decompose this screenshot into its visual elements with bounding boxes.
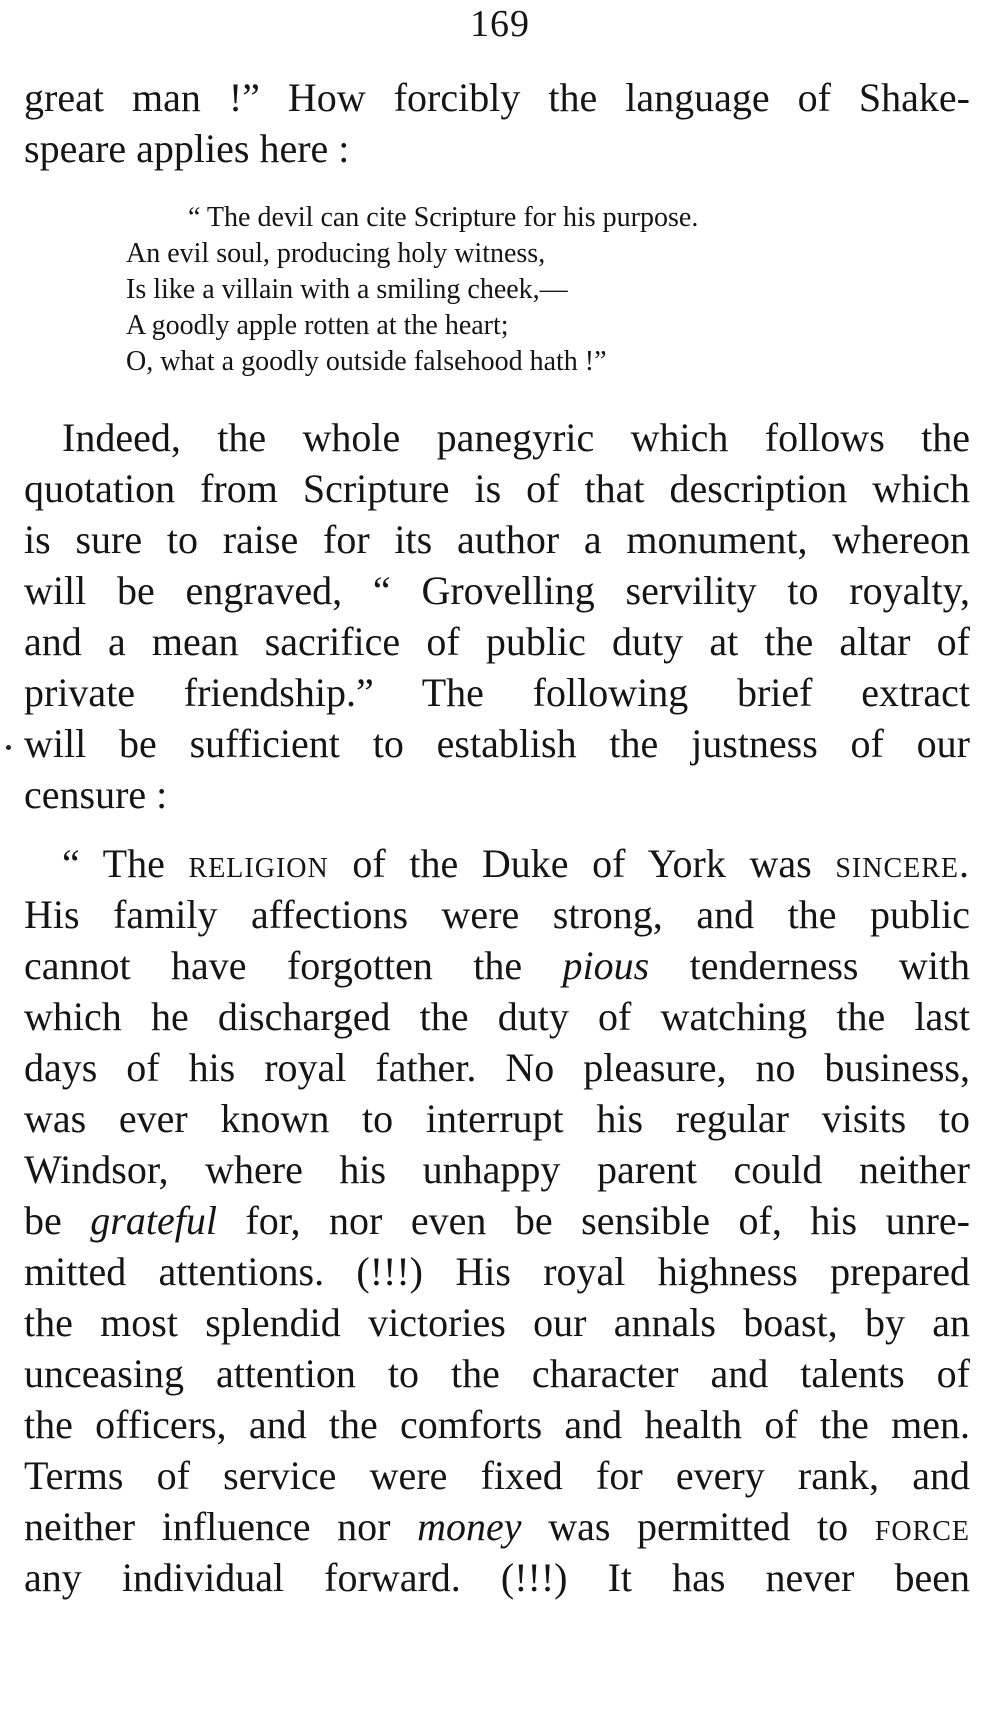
text-line: and a mean sacrifice of public duty at the altar of bbox=[24, 619, 970, 664]
text-line: was ever known to interrupt his regular visits to bbox=[24, 1096, 970, 1141]
text-line: will be sufficient to establish the justness of our bbox=[24, 721, 970, 766]
text-line: the most splendid victories our annals boast, by an bbox=[24, 1300, 970, 1345]
text-line: days of his royal father. No pleasure, no business, bbox=[24, 1045, 970, 1090]
quoted-extract bbox=[24, 838, 970, 1603]
text-line: Windsor, where his unhappy parent could neither bbox=[24, 1147, 970, 1192]
verse-line: Is like a villain with a smiling cheek,— bbox=[126, 274, 568, 305]
verse-line: “ The devil can cite Scripture for his purpose. bbox=[188, 202, 699, 233]
text-line: mitted attentions. (!!!) His royal highness prepared bbox=[24, 1249, 970, 1294]
text-line: speare applies here : bbox=[24, 126, 350, 171]
verse-line: A goodly apple rotten at the heart; bbox=[126, 310, 509, 341]
text-line: cannot have forgotten the pious tenderness with bbox=[24, 943, 970, 988]
page-number: 169 bbox=[470, 3, 530, 45]
text-line: the officers, and the comforts and health of the men. bbox=[24, 1402, 970, 1447]
text-line: will be engraved, “ Grovelling servility to royalty, bbox=[24, 568, 970, 613]
text-line: be grateful for, nor even be sensible of, his unre- bbox=[24, 1198, 970, 1243]
verse-line: An evil soul, producing holy witness, bbox=[126, 238, 546, 269]
verse-line: O, what a goodly outside falsehood hath !” bbox=[126, 346, 607, 377]
text-line: His family affections were strong, and the public bbox=[24, 892, 970, 937]
text-line: Indeed, the whole panegyric which follows the bbox=[62, 415, 970, 460]
text-line: neither influence nor money was permitted to force bbox=[24, 1504, 970, 1549]
text-line: quotation from Scripture is of that description which bbox=[24, 466, 970, 511]
paragraph-panegyric bbox=[24, 412, 970, 820]
text-line: is sure to raise for its author a monument, whereon bbox=[24, 517, 970, 562]
opening-lines bbox=[24, 72, 970, 174]
text-line: unceasing attention to the character and talents of bbox=[24, 1351, 970, 1396]
text-line: censure : bbox=[24, 772, 168, 817]
text-line: Terms of service were fixed for every rank, and bbox=[24, 1453, 970, 1498]
text-line: “ The religion of the Duke of York was sincere. bbox=[62, 841, 971, 886]
margin-mark bbox=[6, 745, 11, 750]
text-line: which he discharged the duty of watching the last bbox=[24, 994, 970, 1039]
shakespeare-verse bbox=[126, 200, 846, 380]
text-line: great man !” How forcibly the language of Shake- bbox=[24, 75, 970, 120]
text-line: private friendship.” The following brief extract bbox=[24, 670, 970, 715]
text-line: any individual forward. (!!!) It has never been bbox=[24, 1555, 970, 1600]
